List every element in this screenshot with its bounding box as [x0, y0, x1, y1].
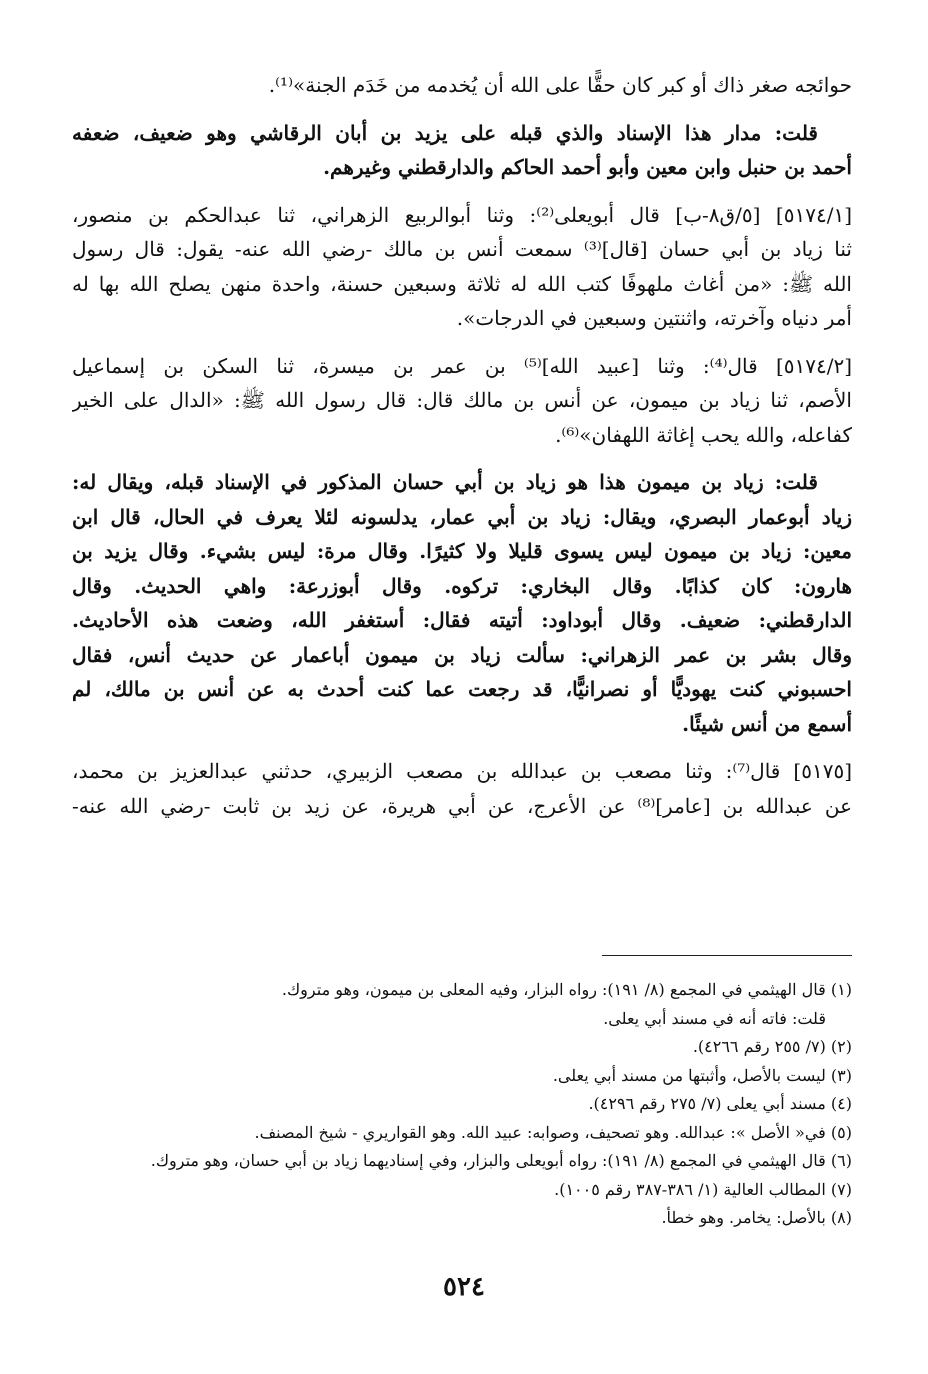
footnotes [82, 976, 852, 1233]
footnote-divider [602, 955, 852, 956]
footnote-1: (١) قال الهيثمي في المجمع (٨/ ١٩١): رواه البزار، وفيه المعلى بن ميمون، وهو متروك. [281, 980, 852, 999]
text-line: قلت: مدار هذا الإسناد والذي قبله على يزيد بن أبان الرقاشي وهو ضعيف، ضعفه [72, 120, 818, 145]
page-number: ٥٢٤ [443, 1272, 485, 1302]
text-line: الأصم، ثنا زياد بن ميمون، عن أنس بن مالك قال: قال رسول الله ﷺ: «الدال على الخير [72, 388, 852, 412]
text-line: زياد أبوعمار البصري، ويقال: زياد بن أبي عمار، يدلسونه لئلا يعرف في الحال، قال ابن [72, 504, 852, 529]
text-line: هارون: كان كذابًا. وقال البخاري: تركوه. وقال أبوزرعة: واهي الحديث. وقال [72, 573, 852, 598]
footnote-8: (٨) بالأصل: يخامر. وهو خطأ. [661, 1208, 852, 1227]
text-line: ثنا زياد بن أبي حسان [قال]⁽³⁾ سمعت أنس بن مالك -رضي الله عنه- يقول: قال رسول [72, 237, 852, 261]
text-line: الله ﷺ: «من أغاث ملهوفًا كتب الله له ثلاثة وسبعين حسنة، واحدة منهن يصلح الله بها له [72, 271, 852, 296]
text-line: وقال بشر بن عمر الزهراني: سألت زياد بن ميمون أباعمار عن حديث أنس، فقال [72, 642, 852, 667]
footnote-4: (٤) مسند أبي يعلى (٧/ ٢٧٥ رقم ٤٢٩٦). [588, 1094, 852, 1113]
text-line: كفاعله، والله يحب إغاثة اللهفان»⁽⁶⁾. [555, 422, 852, 447]
text-line: أحمد بن حنبل وابن معين وأبو أحمد الحاكم والدارقطني وغيرهم. [323, 155, 852, 179]
paragraph-comment-1 [72, 116, 852, 185]
hadith-5175 [72, 754, 852, 823]
footnote-1-remark: قلت: فاته أنه في مسند أبي يعلى. [603, 1008, 826, 1028]
text-line: معين: زياد بن ميمون ليس يسوى قليلا ولا كثيرًا. وقال مرة: ليس بشيء. وقال يزيد بن [72, 539, 852, 563]
paragraph-continuation [72, 68, 852, 103]
main-text [72, 68, 852, 836]
text-line: [٥١٧٥] قال⁽⁷⁾: وثنا مصعب بن عبدالله بن مصعب الزبيري، حدثني عبدالعزيز بن محمد، [72, 759, 852, 783]
text-line: [٥١٧٤/١] [٥/ق٨-ب] قال أبويعلى⁽²⁾: وثنا أبوالربيع الزهراني، ثنا عبدالحكم بن منصور، [72, 202, 852, 227]
text-line: قلت: زياد بن ميمون هذا هو زياد بن أبي حسان المذكور في الإسناد قبله، ويقال له: [72, 470, 818, 494]
footnote-3: (٣) ليست بالأصل، وأثبتها من مسند أبي يعلى. [552, 1065, 852, 1085]
text-line: [٥١٧٤/٢] قال⁽⁴⁾: وثنا [عبيد الله]⁽⁵⁾ بن عمر بن ميسرة، ثنا السكن بن إسماعيل [72, 353, 852, 378]
text-line: عن عبدالله بن [عامر]⁽⁸⁾ عن الأعرج، عن أبي هريرة، عن زيد بن ثابت -رضي الله عنه- [72, 793, 852, 818]
paragraph-comment-2 [72, 465, 852, 741]
hadith-5174-1 [72, 198, 852, 336]
text-line: أمر دنياه وآخرته، واثنتين وسبعين في الدرجات». [456, 306, 852, 330]
text-line: احسبوني كنت يهوديًّا أو نصرانيًّا، قد رجعت عما كنت أحدث به عن أنس بن مالك، لم [72, 677, 852, 701]
footnote-6: (٦) قال الهيثمي في المجمع (٨/ ١٩١): رواه أبويعلى والبزار، وفي إسناديهما زياد بن أبي حسان، وهو متروك. [150, 1151, 852, 1170]
text-line: حوائجه صغر ذاك أو كبر كان حقًّا على الله أن يُخدمه من خَدَم الجنة»⁽¹⁾. [268, 73, 852, 97]
text-line: الدارقطني: ضعيف. وقال أبوداود: أتيته فقال: أستغفر الله، وضعت هذه الأحاديث. [72, 608, 852, 632]
footnote-7: (٧) المطالب العالية (١/ ٣٨٦-٣٨٧ رقم ١٠٠٥). [554, 1179, 852, 1199]
footnote-2: (٢) (٧/ ٢٥٥ رقم ٤٢٦٦). [692, 1037, 852, 1056]
footnote-5: (٥) في« الأصل »: عبدالله. وهو تصحيف، وصوابه: عبيد الله. وهو القواريري - شيخ المصنف. [254, 1122, 852, 1142]
text-line: أسمع من أنس شيئًا. [682, 711, 852, 736]
hadith-5174-2 [72, 349, 852, 453]
